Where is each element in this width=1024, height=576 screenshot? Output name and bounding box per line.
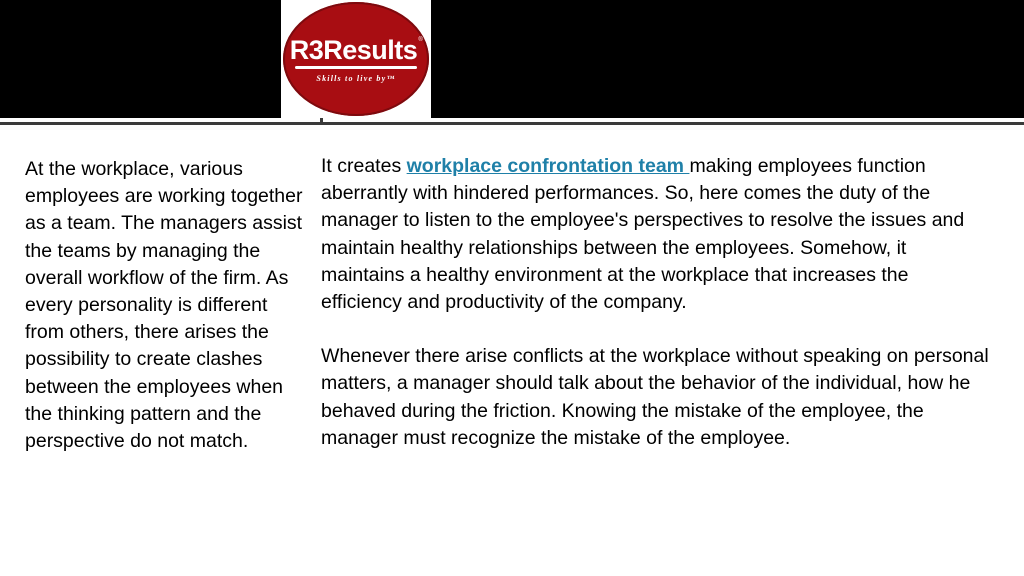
header-bar (0, 0, 1024, 118)
logo-registered-mark: ® (418, 37, 423, 43)
header-divider (0, 122, 1024, 125)
workplace-confrontation-link[interactable]: workplace confrontation team (406, 155, 690, 177)
left-column-text: At the workplace, various employees are working together as a team. The managers assist the teams by managing the overall workflow of the firm. As every personality is different from others, there arises the possibility to create clashes between the employees when the thinking pattern and the perspective do not match. (25, 158, 303, 453)
right-paragraph-1 (321, 153, 991, 316)
divider-notch (320, 117, 323, 125)
logo-underline (295, 66, 417, 69)
logo (281, 0, 431, 118)
paragraph-1-lead: It creates (321, 155, 407, 177)
paragraph-1-rest: making employees function aberrantly with hindered performances. So, here comes the duty of the manager to listen to the employee's perspectives to resolve the issues and maintain healthy relationships between the employees. Somehow, it maintains a healthy environment at the workplace that increases the efficiency and productivity of the company. (321, 155, 965, 314)
right-column (321, 153, 991, 452)
right-paragraph-2: Whenever there arise conflicts at the workplace without speaking on personal matters, a manager should talk about the behavior of the individual, how he behaved during the friction. Knowing the mistake of the employee, the manager must recognize the mistake of the employee. (321, 345, 989, 449)
logo-wordmark: R3Results® (289, 35, 423, 65)
logo-tagline: Skills to live by™ (316, 74, 396, 83)
logo-oval (283, 2, 429, 116)
